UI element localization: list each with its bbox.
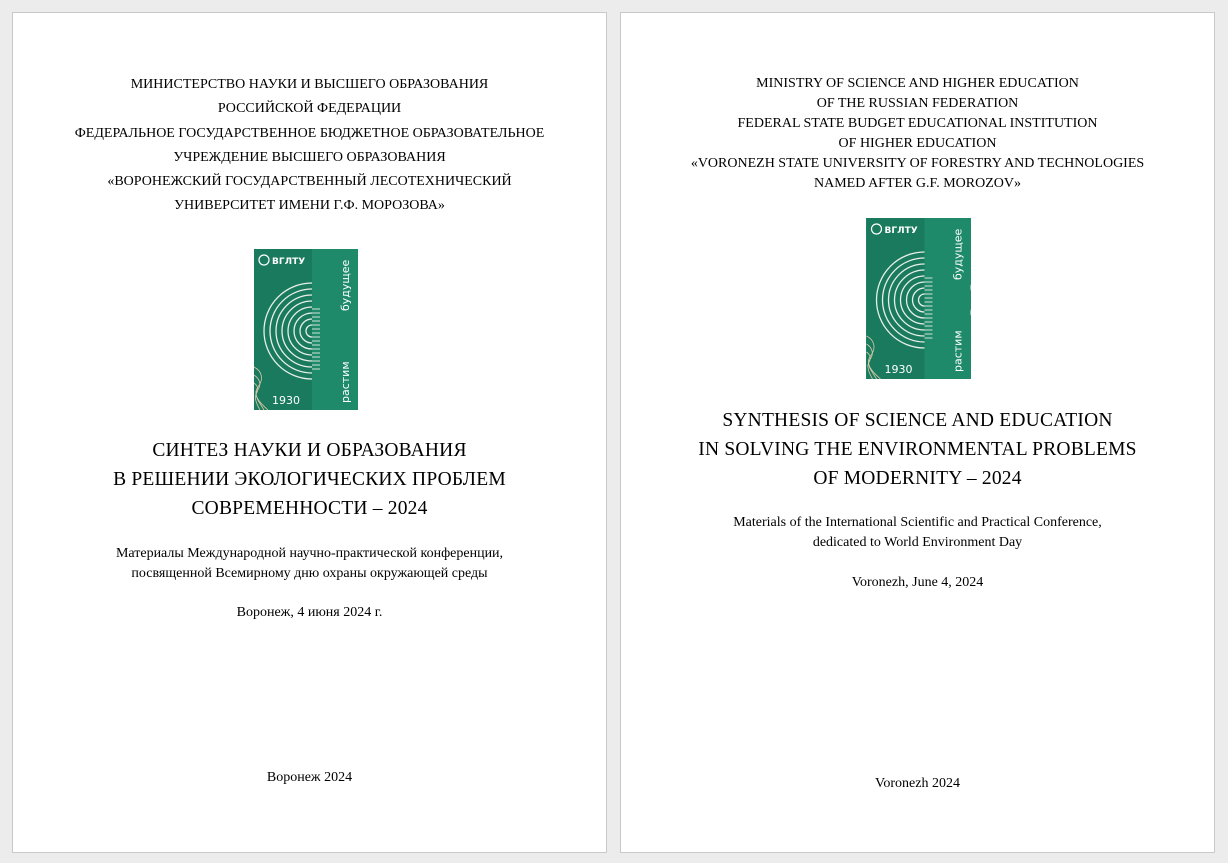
header-line: «ВОРОНЕЖСКИЙ ГОСУДАРСТВЕННЫЙ ЛЕСОТЕХНИЧЕСКИЙ xyxy=(107,174,512,190)
title-line: СИНТЕЗ НАУКИ И ОБРАЗОВАНИЯ xyxy=(152,440,467,461)
header-line: «VORONEZH STATE UNIVERSITY OF FORESTRY AND TECHNOLOGIES xyxy=(690,156,1145,171)
conference-subtitle xyxy=(621,513,1214,553)
header-line: УНИВЕРСИТЕТ ИМЕНИ Г.Ф. МОРОЗОВА» xyxy=(174,198,445,214)
cover-vertical-top: будущее xyxy=(339,259,352,311)
ministry-header xyxy=(621,74,1214,194)
cover-image xyxy=(254,249,358,410)
title-line: В РЕШЕНИИ ЭКОЛОГИЧЕСКИХ ПРОБЛЕМ xyxy=(113,469,506,490)
cover-year: 1930 xyxy=(884,363,913,376)
subtitle-line: Materials of the International Scientific and Practical Conference, xyxy=(733,515,1102,530)
header-line: МИНИСТЕРСТВО НАУКИ И ВЫСШЕГО ОБРАЗОВАНИЯ xyxy=(130,77,489,92)
cover-artwork xyxy=(254,249,358,410)
cover-year: 1930 xyxy=(272,394,300,407)
header-line: OF HIGHER EDUCATION xyxy=(838,136,997,151)
header-line: РОССИЙСКОЙ ФЕДЕРАЦИИ xyxy=(217,101,402,117)
subtitle-line: Материалы Международной научно-практической конференции, xyxy=(115,546,504,561)
document-page-russian xyxy=(12,12,607,853)
city-year: Воронеж 2024 xyxy=(266,770,353,785)
title-line: СОВРЕМЕННОСТИ – 2024 xyxy=(191,498,428,519)
cover-vertical-bottom: растим xyxy=(951,330,965,372)
cover-logo-text: ВГЛТУ xyxy=(884,226,918,236)
title-line: IN SOLVING THE ENVIRONMENTAL PROBLEMS xyxy=(698,439,1137,460)
cover-vertical-top: будущее xyxy=(951,228,965,280)
conference-subtitle xyxy=(13,544,606,584)
cover-logo-text: ВГЛТУ xyxy=(272,257,306,267)
header-line: FEDERAL STATE BUDGET EDUCATIONAL INSTITUTION xyxy=(737,116,1098,131)
document-page-english xyxy=(620,12,1215,853)
subtitle-line: dedicated to World Environment Day xyxy=(812,535,1023,550)
conference-title xyxy=(621,406,1214,493)
title-line: SYNTHESIS OF SCIENCE AND EDUCATION xyxy=(722,410,1113,431)
header-line: ФЕДЕРАЛЬНОЕ ГОСУДАРСТВЕННОЕ БЮДЖЕТНОЕ ОБРАЗОВАТЕЛЬНОЕ xyxy=(74,125,545,141)
cover-artwork xyxy=(866,218,971,379)
cover-image xyxy=(866,218,971,379)
header-line: УЧРЕЖДЕНИЕ ВЫСШЕГО ОБРАЗОВАНИЯ xyxy=(173,149,446,165)
header-line: MINISTRY OF SCIENCE AND HIGHER EDUCATION xyxy=(756,76,1079,91)
city-year: Voronezh 2024 xyxy=(875,776,960,791)
title-line: OF MODERNITY – 2024 xyxy=(813,468,1022,489)
conference-title xyxy=(13,436,606,523)
header-line: NAMED AFTER G.F. MOROZOV» xyxy=(814,176,1021,191)
cover-vertical-bottom: растим xyxy=(339,361,352,403)
header-line: OF THE RUSSIAN FEDERATION xyxy=(816,96,1019,111)
ministry-header xyxy=(13,73,606,219)
conference-date: Voronezh, June 4, 2024 xyxy=(851,575,984,590)
subtitle-line: посвященной Всемирному дню охраны окружающей среды xyxy=(131,566,488,581)
conference-date: Воронеж, 4 июня 2024 г. xyxy=(236,605,383,620)
